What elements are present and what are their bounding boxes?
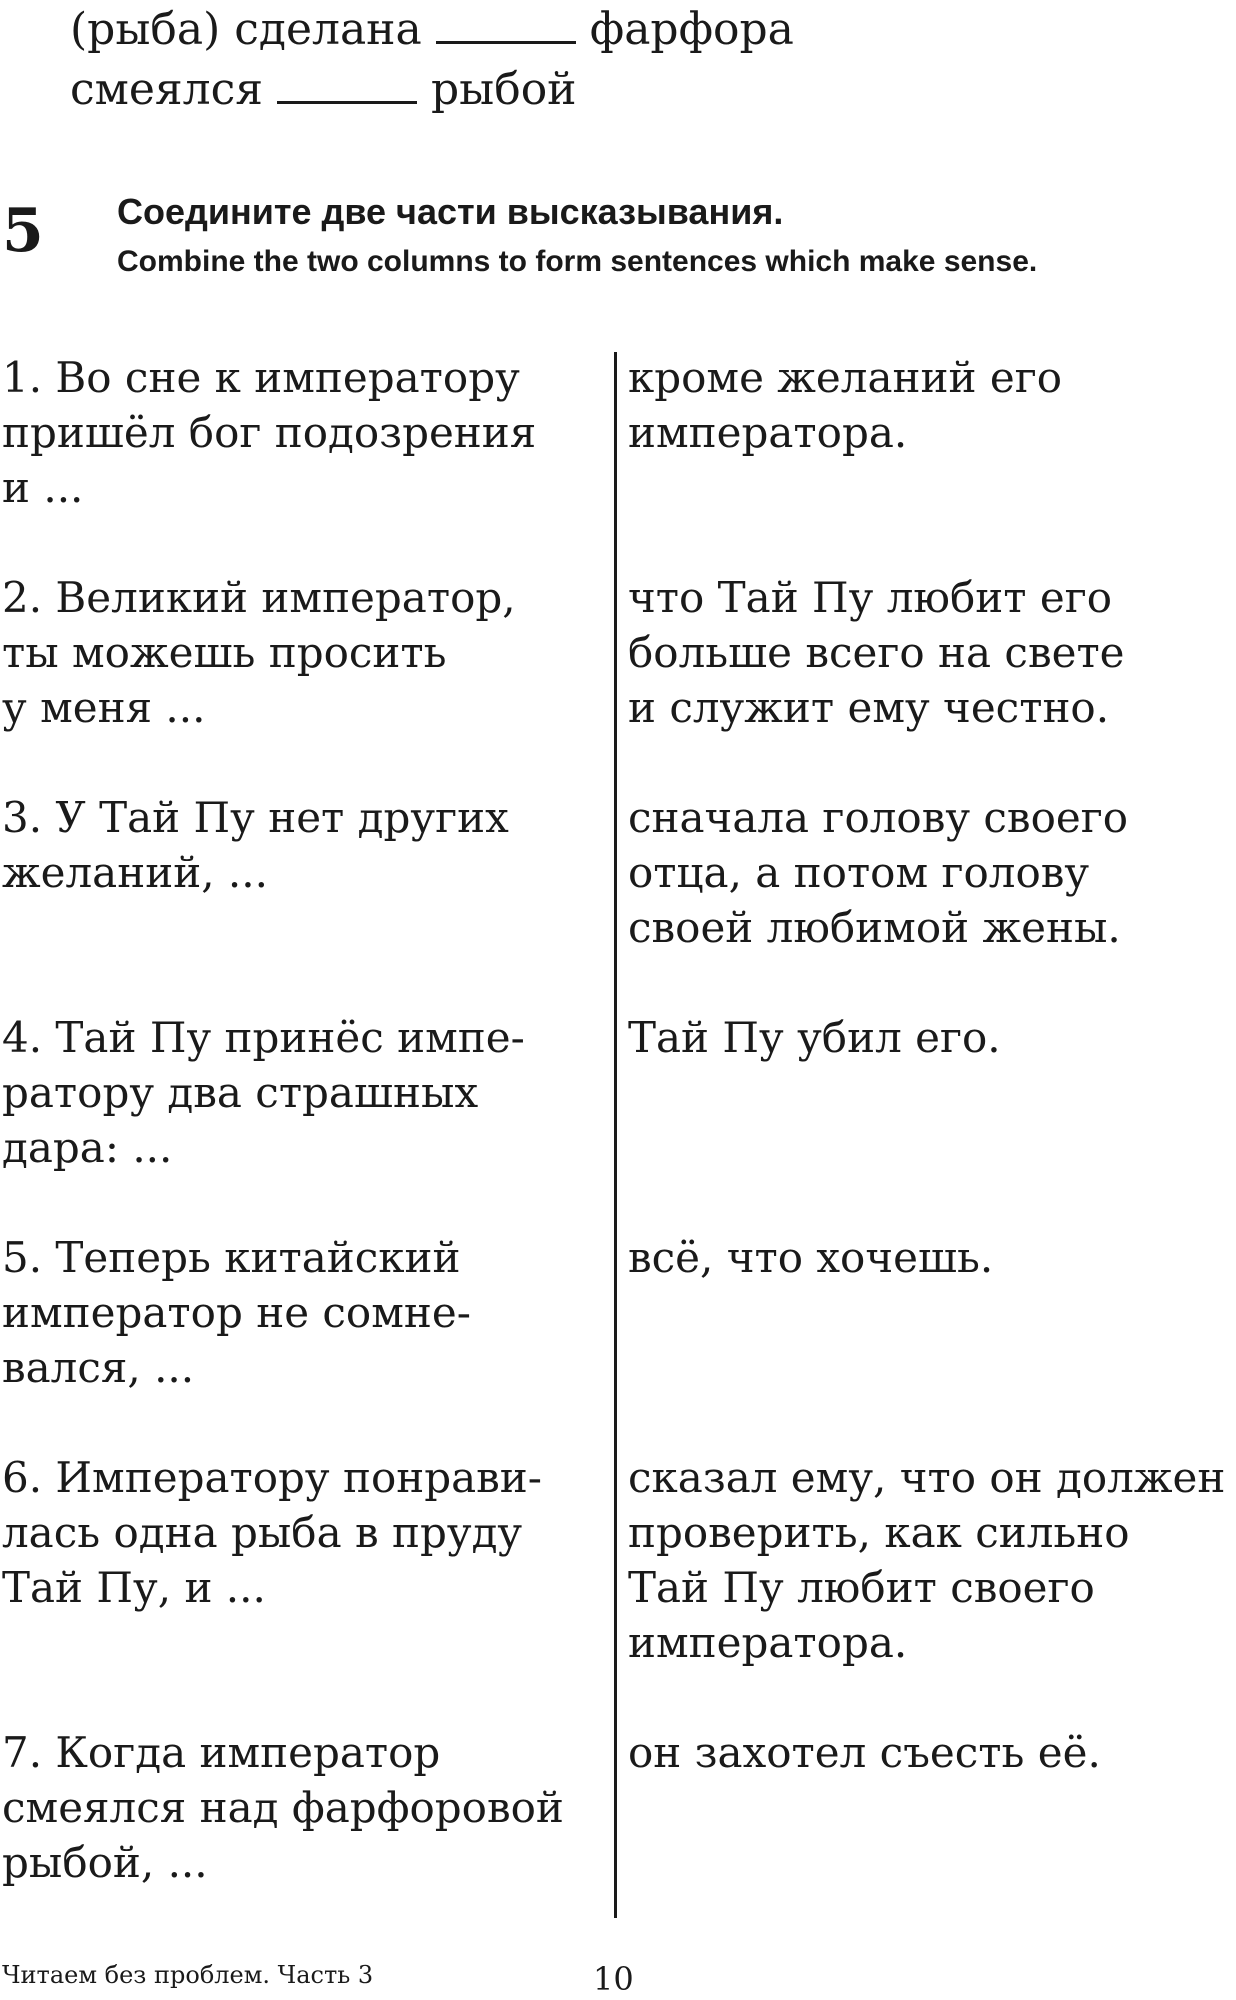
column-divider	[614, 352, 617, 1918]
exercise-instruction-ru: Соедините две части высказывания.	[117, 191, 784, 232]
left-item-3: 3. У Тай Пу нет других желаний, ...	[2, 793, 509, 897]
answer-blank	[436, 31, 576, 44]
right-item-6: сказал ему, что он должен проверить, как сильно Тай Пу любит своего императора.	[628, 1453, 1226, 1667]
fill-in-line-2	[70, 60, 577, 120]
answer-blank	[277, 91, 417, 104]
right-item-1: кроме желаний его императора.	[628, 353, 1062, 457]
page-number: 10	[593, 1960, 634, 1998]
fill-in-text-before: смеялся	[70, 64, 264, 115]
footer-book-title: Читаем без проблем. Часть 3	[2, 1961, 374, 1989]
fill-in-text-before: (рыба) сделана	[70, 4, 422, 55]
left-item-6: 6. Императору понрави- лась одна рыба в пруду Тай Пу, и ...	[2, 1453, 542, 1612]
right-item-2: что Тай Пу любит его больше всего на свете и служит ему честно.	[628, 573, 1125, 732]
fill-in-line-1	[70, 0, 794, 60]
right-item-3: сначала голову своего отца, а потом голову своей любимой жены.	[628, 793, 1129, 952]
left-item-7: 7. Когда император смеялся над фарфоровой рыбой, ...	[2, 1728, 564, 1887]
fill-in-text-after: рыбой	[431, 64, 577, 115]
right-item-4: Тай Пу убил его.	[628, 1013, 1001, 1062]
exercise-number: 5	[2, 196, 44, 266]
left-item-5: 5. Теперь китайский император не сомне- вался, ...	[2, 1233, 471, 1392]
right-item-7: он захотел съесть её.	[628, 1728, 1101, 1777]
right-item-5: всё, что хочешь.	[628, 1233, 994, 1282]
left-item-2: 2. Великий император, ты можешь просить у меня ...	[2, 573, 516, 732]
exercise-instruction-en: Combine the two columns to form sentences which make sense.	[117, 245, 1038, 278]
left-item-1: 1. Во сне к императору пришёл бог подозрения и ...	[2, 353, 537, 512]
left-item-4: 4. Тай Пу принёс импе- ратору два страшных дара: ...	[2, 1013, 525, 1172]
fill-in-text-after: фарфора	[589, 4, 794, 55]
